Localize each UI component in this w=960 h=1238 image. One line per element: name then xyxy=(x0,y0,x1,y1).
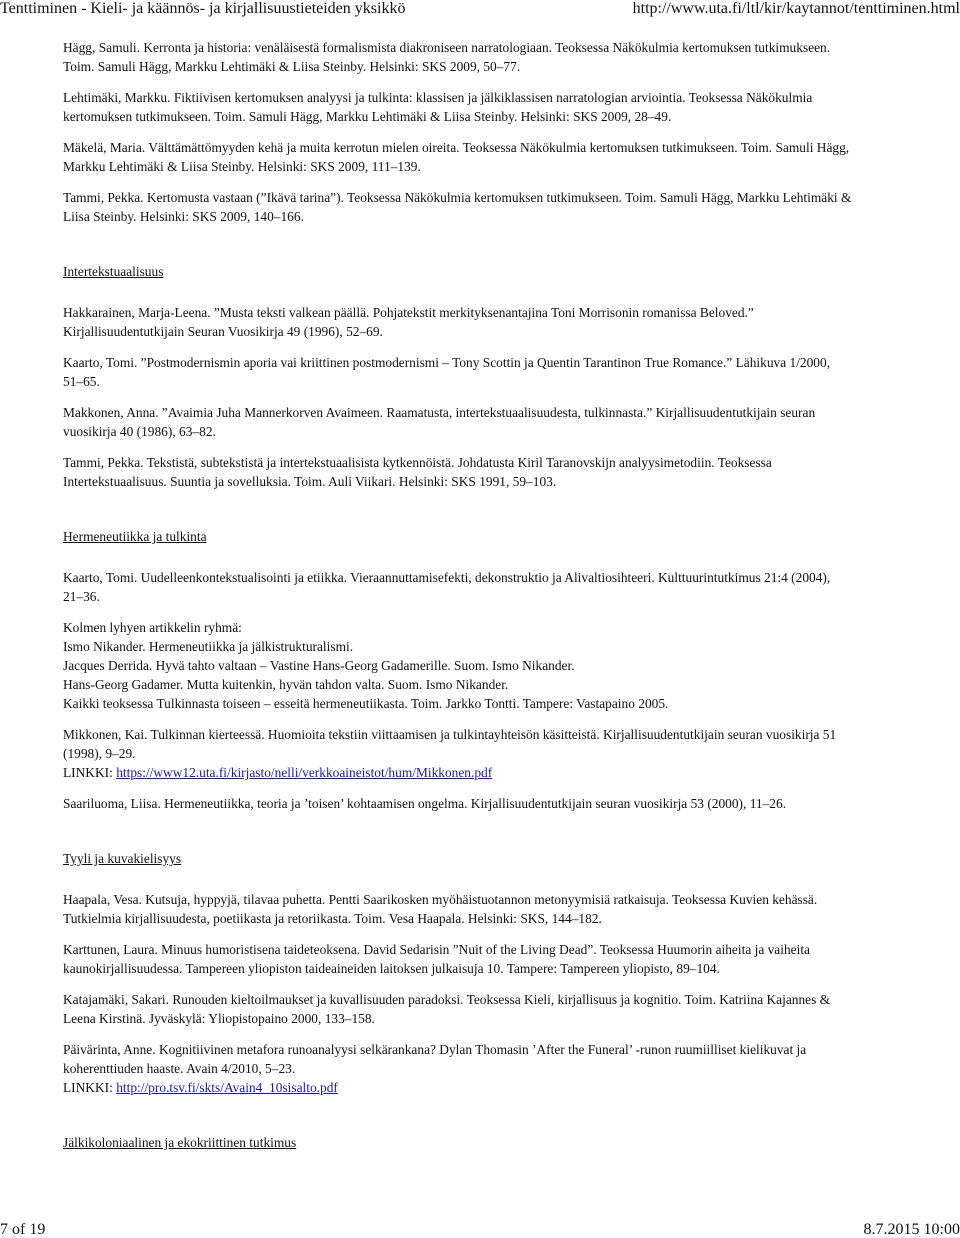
link-prefix: LINKKI: xyxy=(63,1080,117,1095)
reference-line: Hans-Georg Gadamer. Mutta kuitenkin, hyvän tahdon valta. Suom. Ismo Nikander. xyxy=(63,677,509,692)
section-intertekstuaalisuus xyxy=(63,262,903,491)
reference-line: 51–65. xyxy=(63,374,100,389)
reference-entry xyxy=(63,403,903,441)
reference-line: Toim. Samuli Hägg, Markku Lehtimäki & Liisa Steinby. Helsinki: SKS 2009, 50–77. xyxy=(63,59,521,74)
page-header-url: http://www.uta.fi/ltl/kir/kaytannot/tenttiminen.html xyxy=(632,0,960,17)
reference-line: Kolmen lyhyen artikkelin ryhmä: xyxy=(63,620,242,635)
reference-entry xyxy=(63,990,903,1028)
reference-line: Kirjallisuudentutkijain Seuran Vuosikirja 49 (1996), 52–69. xyxy=(63,324,383,339)
reference-line: Mäkelä, Maria. Välttämättömyyden kehä ja muita kerrotun mielen oireita. Teoksessa Näkökulmia kertomuksen tutkimukseen. Toim. Samuli Hägg, xyxy=(63,140,850,155)
reference-line: Ismo Nikander. Hermeneutiikka ja jälkistrukturalismi. xyxy=(63,639,354,654)
section-heading: Tyyli ja kuvakielisyys xyxy=(63,851,182,866)
reference-group xyxy=(63,618,903,713)
reference-line: Tammi, Pekka. Tekstistä, subtekstistä ja intertekstuaalisista kytkennöistä. Johdatusta Kiril Taranovskijn analyysimetodiin. Teoksessa xyxy=(63,455,772,470)
reference-line: Päivärinta, Anne. Kognitiivinen metafora runoanalyysi selkärankana? Dylan Thomasin ’After the Funeral’ -runon ruumiilliset kielikuvat ja xyxy=(63,1042,807,1057)
reference-line: Tammi, Pekka. Kertomusta vastaan (”Ikävä tarina”). Teoksessa Näkökulmia kertomuksen tutkimukseen. Toim. Samuli Hägg, Markku Lehtimäki & xyxy=(63,190,852,205)
reference-entry xyxy=(63,303,903,341)
avain-pdf-link[interactable]: http://pro.tsv.fi/skts/Avain4_10sisalto.pdf xyxy=(116,1080,338,1095)
reference-line: kertomuksen tutkimukseen. Toim. Samuli Hägg, Markku Lehtimäki & Liisa Steinby. Helsinki: SKS 2009, 28–49. xyxy=(63,109,672,124)
reference-line: Kaikki teoksessa Tulkinnasta toiseen – esseitä hermeneutiikasta. Toim. Jarkko Tontti. Tampere: Vastapaino 2005. xyxy=(63,696,669,711)
reference-line: vuosikirja 40 (1986), 63–82. xyxy=(63,424,216,439)
reference-line: Liisa Steinby. Helsinki: SKS 2009, 140–166. xyxy=(63,209,304,224)
reference-entry xyxy=(63,353,903,391)
reference-entry xyxy=(63,453,903,491)
reference-entry xyxy=(63,38,903,76)
mikkonen-pdf-link[interactable]: https://www12.uta.fi/kirjasto/nelli/verkkoaineistot/hum/Mikkonen.pdf xyxy=(116,765,493,780)
reference-line: Lehtimäki, Markku. Fiktiivisen kertomuksen analyysi ja tulkinta: klassisen ja jälkiklassisen narratologian arviointia. Teoksessa Näkökulmia xyxy=(63,90,813,105)
reference-line: Intertekstuaalisuus. Suuntia ja sovelluksia. Toim. Auli Viikari. Helsinki: SKS 1991, 59–103. xyxy=(63,474,557,489)
reference-line: Karttunen, Laura. Minuus humoristisena taideteoksena. David Sedarisin ”Nuit of the Living Dead”. Teoksessa Huumorin aiheita ja vaiheita xyxy=(63,942,810,957)
print-datetime: 8.7.2015 10:00 xyxy=(863,1221,960,1238)
reference-entry xyxy=(63,940,903,978)
section-hermeneutiikka xyxy=(63,527,903,813)
reference-line: Katajamäki, Sakari. Runouden kieltoilmaukset ja kuvallisuuden paradoksi. Teoksessa Kieli, kirjallisuus ja kognitio. Toim. Katriina Kajannes & xyxy=(63,992,831,1007)
reference-line: Leena Kirstinä. Jyväskylä: Yliopistopaino 2000, 133–158. xyxy=(63,1011,375,1026)
section-tyyli xyxy=(63,849,903,1097)
reference-line: Markku Lehtimäki & Liisa Steinby. Helsinki: SKS 2009, 111–139. xyxy=(63,159,421,174)
reference-entry xyxy=(63,568,903,606)
reference-entry xyxy=(63,188,903,226)
browser-print-footer xyxy=(0,1222,960,1238)
reference-entry xyxy=(63,725,903,782)
reference-line: Mikkonen, Kai. Tulkinnan kierteessä. Huomioita tekstiin viittaamisen ja tulkintayhteisön käsitteistä. Kirjallisuudentutkijain seuran vuosikirja 51 xyxy=(63,727,837,742)
reference-line: 21–36. xyxy=(63,589,100,604)
reference-line: koherenttiuden haaste. Avain 4/2010, 5–23. xyxy=(63,1061,296,1076)
page-header-title: Tenttiminen - Kieli- ja käännös- ja kirjallisuustieteiden yksikkö xyxy=(0,0,406,17)
reference-entry xyxy=(63,890,903,928)
reference-line: Saariluoma, Liisa. Hermeneutiikka, teoria ja ’toisen’ kohtaamisen ongelma. Kirjallisuudentutkijain seuran vuosikirja 53 (2000), 11–26. xyxy=(63,796,787,811)
reference-line: Hakkarainen, Marja-Leena. ”Musta teksti valkean päällä. Pohjatekstit merkityksenantajina Toni Morrisonin romanissa Beloved.” xyxy=(63,305,754,320)
reference-entry xyxy=(63,794,903,813)
reference-line: Haapala, Vesa. Kutsuja, hyppyjä, tilavaa puhetta. Pentti Saarikosken myöhäistuotannon metonyymisiä ratkaisuja. Teoksessa Kuvien kehässä. xyxy=(63,892,818,907)
reference-line: Makkonen, Anna. ”Avaimia Juha Mannerkorven Avaimeen. Raamatusta, intertekstuaalisuudesta, tulkinnasta.” Kirjallisuudentutkijain seuran xyxy=(63,405,816,420)
reference-line: Tutkielmia kirjallisuudesta, poetiikasta ja retoriikasta. Toim. Vesa Haapala. Helsinki: SKS, 144–182. xyxy=(63,911,602,926)
reference-link-line xyxy=(63,763,903,782)
reference-line: Kaarto, Tomi. Uudelleenkontekstualisointi ja etiikka. Vieraannuttamisefekti, dekonstruktio ja Alivaltiosihteeri. Kulttuurintutkimus 21:4 (2004), xyxy=(63,570,831,585)
reference-line: (1998), 9–29. xyxy=(63,746,136,761)
section-heading: Jälkikoloniaalinen ja ekokriittinen tutkimus xyxy=(63,1135,297,1150)
link-prefix: LINKKI: xyxy=(63,765,117,780)
section-heading: Hermeneutiikka ja tulkinta xyxy=(63,529,207,544)
reference-link-line xyxy=(63,1078,903,1097)
reference-line: kaunokirjallisuudessa. Tampereen yliopiston taideaineiden laitoksen julkaisuja 10. Tampere: Tampereen yliopisto, 89–104. xyxy=(63,961,720,976)
reference-line: Kaarto, Tomi. ”Postmodernismin aporia vai kriittinen postmodernismi – Tony Scottin ja Quentin Tarantinon True Romance.” Lähikuva 1/2000, xyxy=(63,355,831,370)
browser-print-header xyxy=(0,0,960,18)
reference-entry xyxy=(63,138,903,176)
reference-line: Hägg, Samuli. Kerronta ja historia: venäläisestä formalismista diakroniseen narratologiaan. Teoksessa Näkökulmia kertomuksen tutkimukseen. xyxy=(63,40,831,55)
document-body xyxy=(63,38,903,1174)
reference-entry xyxy=(63,1040,903,1097)
section-heading: Intertekstuaalisuus xyxy=(63,264,164,279)
intro-references xyxy=(63,38,903,226)
page-number: 7 of 19 xyxy=(0,1221,46,1238)
reference-line: Jacques Derrida. Hyvä tahto valtaan – Vastine Hans-Georg Gadamerille. Suom. Ismo Nikander. xyxy=(63,658,575,673)
reference-entry xyxy=(63,88,903,126)
section-jalkikoloniaalinen xyxy=(63,1133,903,1152)
